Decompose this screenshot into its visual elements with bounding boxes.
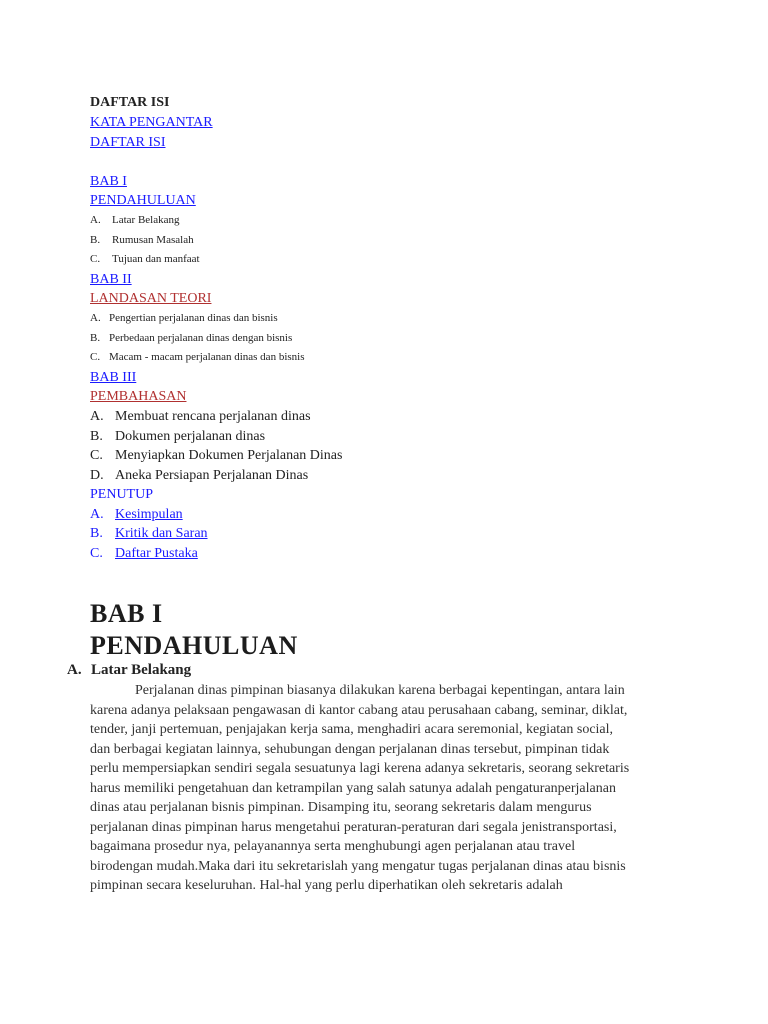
paragraph-line: karena adanya pelaksaan pengawasan di kantor cabang atau perusahaan cabang, seminar, diklat, (90, 702, 628, 718)
table-of-contents (90, 93, 690, 564)
chapter-heading-line1: BAB I (90, 599, 163, 628)
paragraph-line: dinas atau perjalanan bisnis pimpinan. Disamping itu, seorang sekretaris dalam mengurus (90, 800, 592, 815)
paragraph-line: tender, janji pertemuan, penjajakan kerja sama, menghadiri acara seremonial, kegiatan social, (90, 722, 614, 737)
toc-link-kesimpulan[interactable]: A. Kesimpulan (90, 506, 183, 522)
toc-link-kritik-saran[interactable]: B. Kritik dan Saran (90, 526, 208, 542)
paragraph-line: pimpinan secara keseluruhan. Hal-hal yang perlu diperhatikan oleh sekretaris adalah (90, 878, 563, 893)
toc-item: D. Aneka Persiapan Perjalanan Dinas (90, 467, 309, 483)
toc-link-pembahasan[interactable]: PEMBAHASAN (90, 389, 187, 405)
toc-link-penutup[interactable]: PENUTUP (90, 487, 154, 503)
toc-link-landasan-teori[interactable]: LANDASAN TEORI (90, 291, 212, 307)
paragraph-line: Perjalanan dinas pimpinan biasanya dilakukan karena berbagai kepentingan, antara lain (135, 683, 625, 698)
section-heading (67, 660, 191, 680)
toc-title: DAFTAR ISI (90, 95, 170, 110)
section-title: Latar Belakang (91, 662, 192, 678)
paragraph-line: dan berbagai kegiatan lainnya, sehubungan dengan perjalanan dinas tersebut, pimpinan tidak (90, 741, 610, 757)
section-marker: A. (67, 662, 82, 678)
paragraph-line: perlu mempersiapkan sendiri segala sesuatunya lagi kerena adanya sekretaris, seorang sekretaris (90, 761, 630, 776)
body-paragraph (90, 681, 680, 896)
paragraph-line: birodengan mudah.Maka dari itu sekretarislah yang mengatur tugas perjalanan dinas atau bisnis (90, 858, 626, 874)
toc-link-kata-pengantar[interactable]: KATA PENGANTAR (90, 115, 213, 130)
toc-link-bab2[interactable]: BAB II (90, 271, 132, 287)
toc-subitem: B. Rumusan Masalah (90, 233, 194, 246)
toc-subitem: C. Tujuan dan manfaat (90, 253, 200, 266)
toc-subitem: C. Macam - macam perjalanan dinas dan bisnis (90, 351, 305, 364)
toc-link-bab1[interactable]: BAB I (90, 173, 127, 189)
toc-link-pendahuluan[interactable]: PENDAHULUAN (90, 193, 196, 209)
spacer (90, 152, 690, 172)
paragraph-line: harus memiliki pengetahuan dan ketrampilan yang salah satunya adalah pengaturanperjalanan (90, 780, 616, 796)
toc-link-daftar-pustaka[interactable]: C. Daftar Pustaka (90, 546, 198, 562)
toc-subitem: A. Pengertian perjalanan dinas dan bisnis (90, 311, 278, 324)
chapter-heading-line2: PENDAHULUAN (90, 631, 298, 660)
toc-item: B. Dokumen perjalanan dinas (90, 428, 266, 444)
toc-link-bab3[interactable]: BAB III (90, 369, 137, 385)
toc-item: A. Membuat rencana perjalanan dinas (90, 408, 311, 424)
toc-link-daftar-isi[interactable]: DAFTAR ISI (90, 134, 166, 150)
toc-item: C. Menyiapkan Dokumen Perjalanan Dinas (90, 448, 343, 464)
paragraph-line: perjalanan dinas pimpinan harus mengetahui peraturan-peraturan dari segala jenistransportasi, (90, 819, 617, 835)
toc-subitem: B. Perbedaan perjalanan dinas dengan bisnis (90, 331, 293, 344)
paragraph-line: bagaimana prosedur nya, pelayanannya serta menghubungi agen perjalanan atau travel (90, 839, 576, 854)
chapter-heading (90, 598, 298, 662)
toc-subitem: A. Latar Belakang (90, 213, 180, 226)
